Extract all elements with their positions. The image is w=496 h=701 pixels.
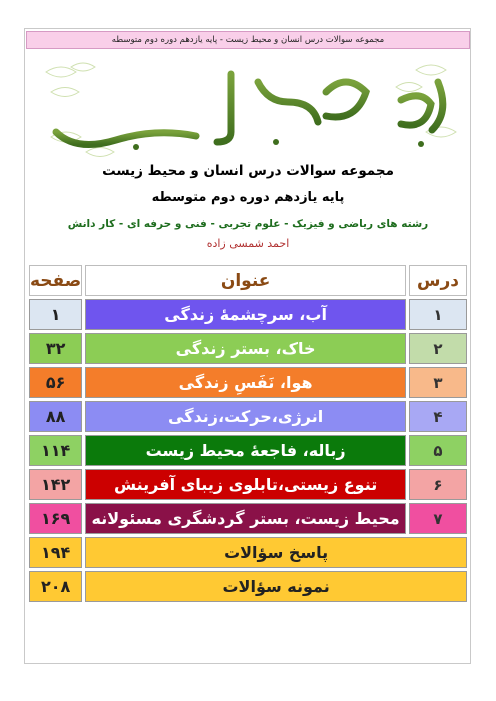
page-number: ۲۰۸ — [29, 571, 82, 602]
lesson-title: آب، سرچشمهٔ زندگی — [85, 299, 406, 330]
lesson-title: محیط زیست، بستر گردشگری مسئولانه — [85, 503, 406, 534]
table-header-row — [29, 265, 467, 296]
lesson-number: ۱ — [409, 299, 467, 330]
header-page: صفحه — [29, 265, 82, 296]
page-number: ۱۴۲ — [29, 469, 82, 500]
document-title: مجموعه سوالات درس انسان و محیط زیست — [102, 163, 394, 179]
header-lesson: درس — [409, 265, 467, 296]
lesson-title: خاک، بستر زندگی — [85, 333, 406, 364]
table-row — [29, 537, 467, 568]
table-row — [29, 571, 467, 602]
basmala-calligraphy — [26, 52, 470, 160]
table-row — [29, 333, 467, 364]
lesson-title: هوا، نَفَسِ زندگی — [85, 367, 406, 398]
author-name: احمد شمسی زاده — [206, 237, 290, 250]
page-number: ۸۸ — [29, 401, 82, 432]
lesson-number: ۵ — [409, 435, 467, 466]
page-number: ۵۶ — [29, 367, 82, 398]
page-number: ۱ — [29, 299, 82, 330]
section-title: نمونه سؤالات — [85, 571, 467, 602]
lesson-number: ۴ — [409, 401, 467, 432]
lesson-number: ۲ — [409, 333, 467, 364]
table-row — [29, 299, 467, 330]
tracks-line: رشته های ریاضی و فیزیک - علوم تجربی - فنی و حرفه ای - کار دانش — [67, 218, 429, 230]
page-number: ۱۶۹ — [29, 503, 82, 534]
lesson-title: انرژی،حرکت،زندگی — [85, 401, 406, 432]
basmala-text: بسم الله الرحمن الرحیم — [242, 156, 254, 157]
page-number: ۳۲ — [29, 333, 82, 364]
table-row — [29, 503, 467, 534]
table-row — [29, 469, 467, 500]
table-row — [29, 401, 467, 432]
header-title: عنوان — [85, 265, 406, 296]
table-row — [29, 367, 467, 398]
page-number: ۱۱۴ — [29, 435, 82, 466]
lesson-number: ۶ — [409, 469, 467, 500]
lesson-title: زباله، فاجعهٔ محیط زیست — [85, 435, 406, 466]
lesson-title: تنوع زیستی،تابلوی زیبای آفرینش — [85, 469, 406, 500]
table-row — [29, 435, 467, 466]
header-bar: مجموعه سوالات درس انسان و محیط زیست - پایه یازدهم دوره دوم متوسطه — [26, 31, 470, 49]
lesson-number: ۳ — [409, 367, 467, 398]
grade-line: پایه یازدهم دوره دوم متوسطه — [151, 190, 345, 205]
page-number: ۱۹۴ — [29, 537, 82, 568]
section-title: پاسخ سؤالات — [85, 537, 467, 568]
lesson-number: ۷ — [409, 503, 467, 534]
contents-table — [26, 262, 470, 605]
